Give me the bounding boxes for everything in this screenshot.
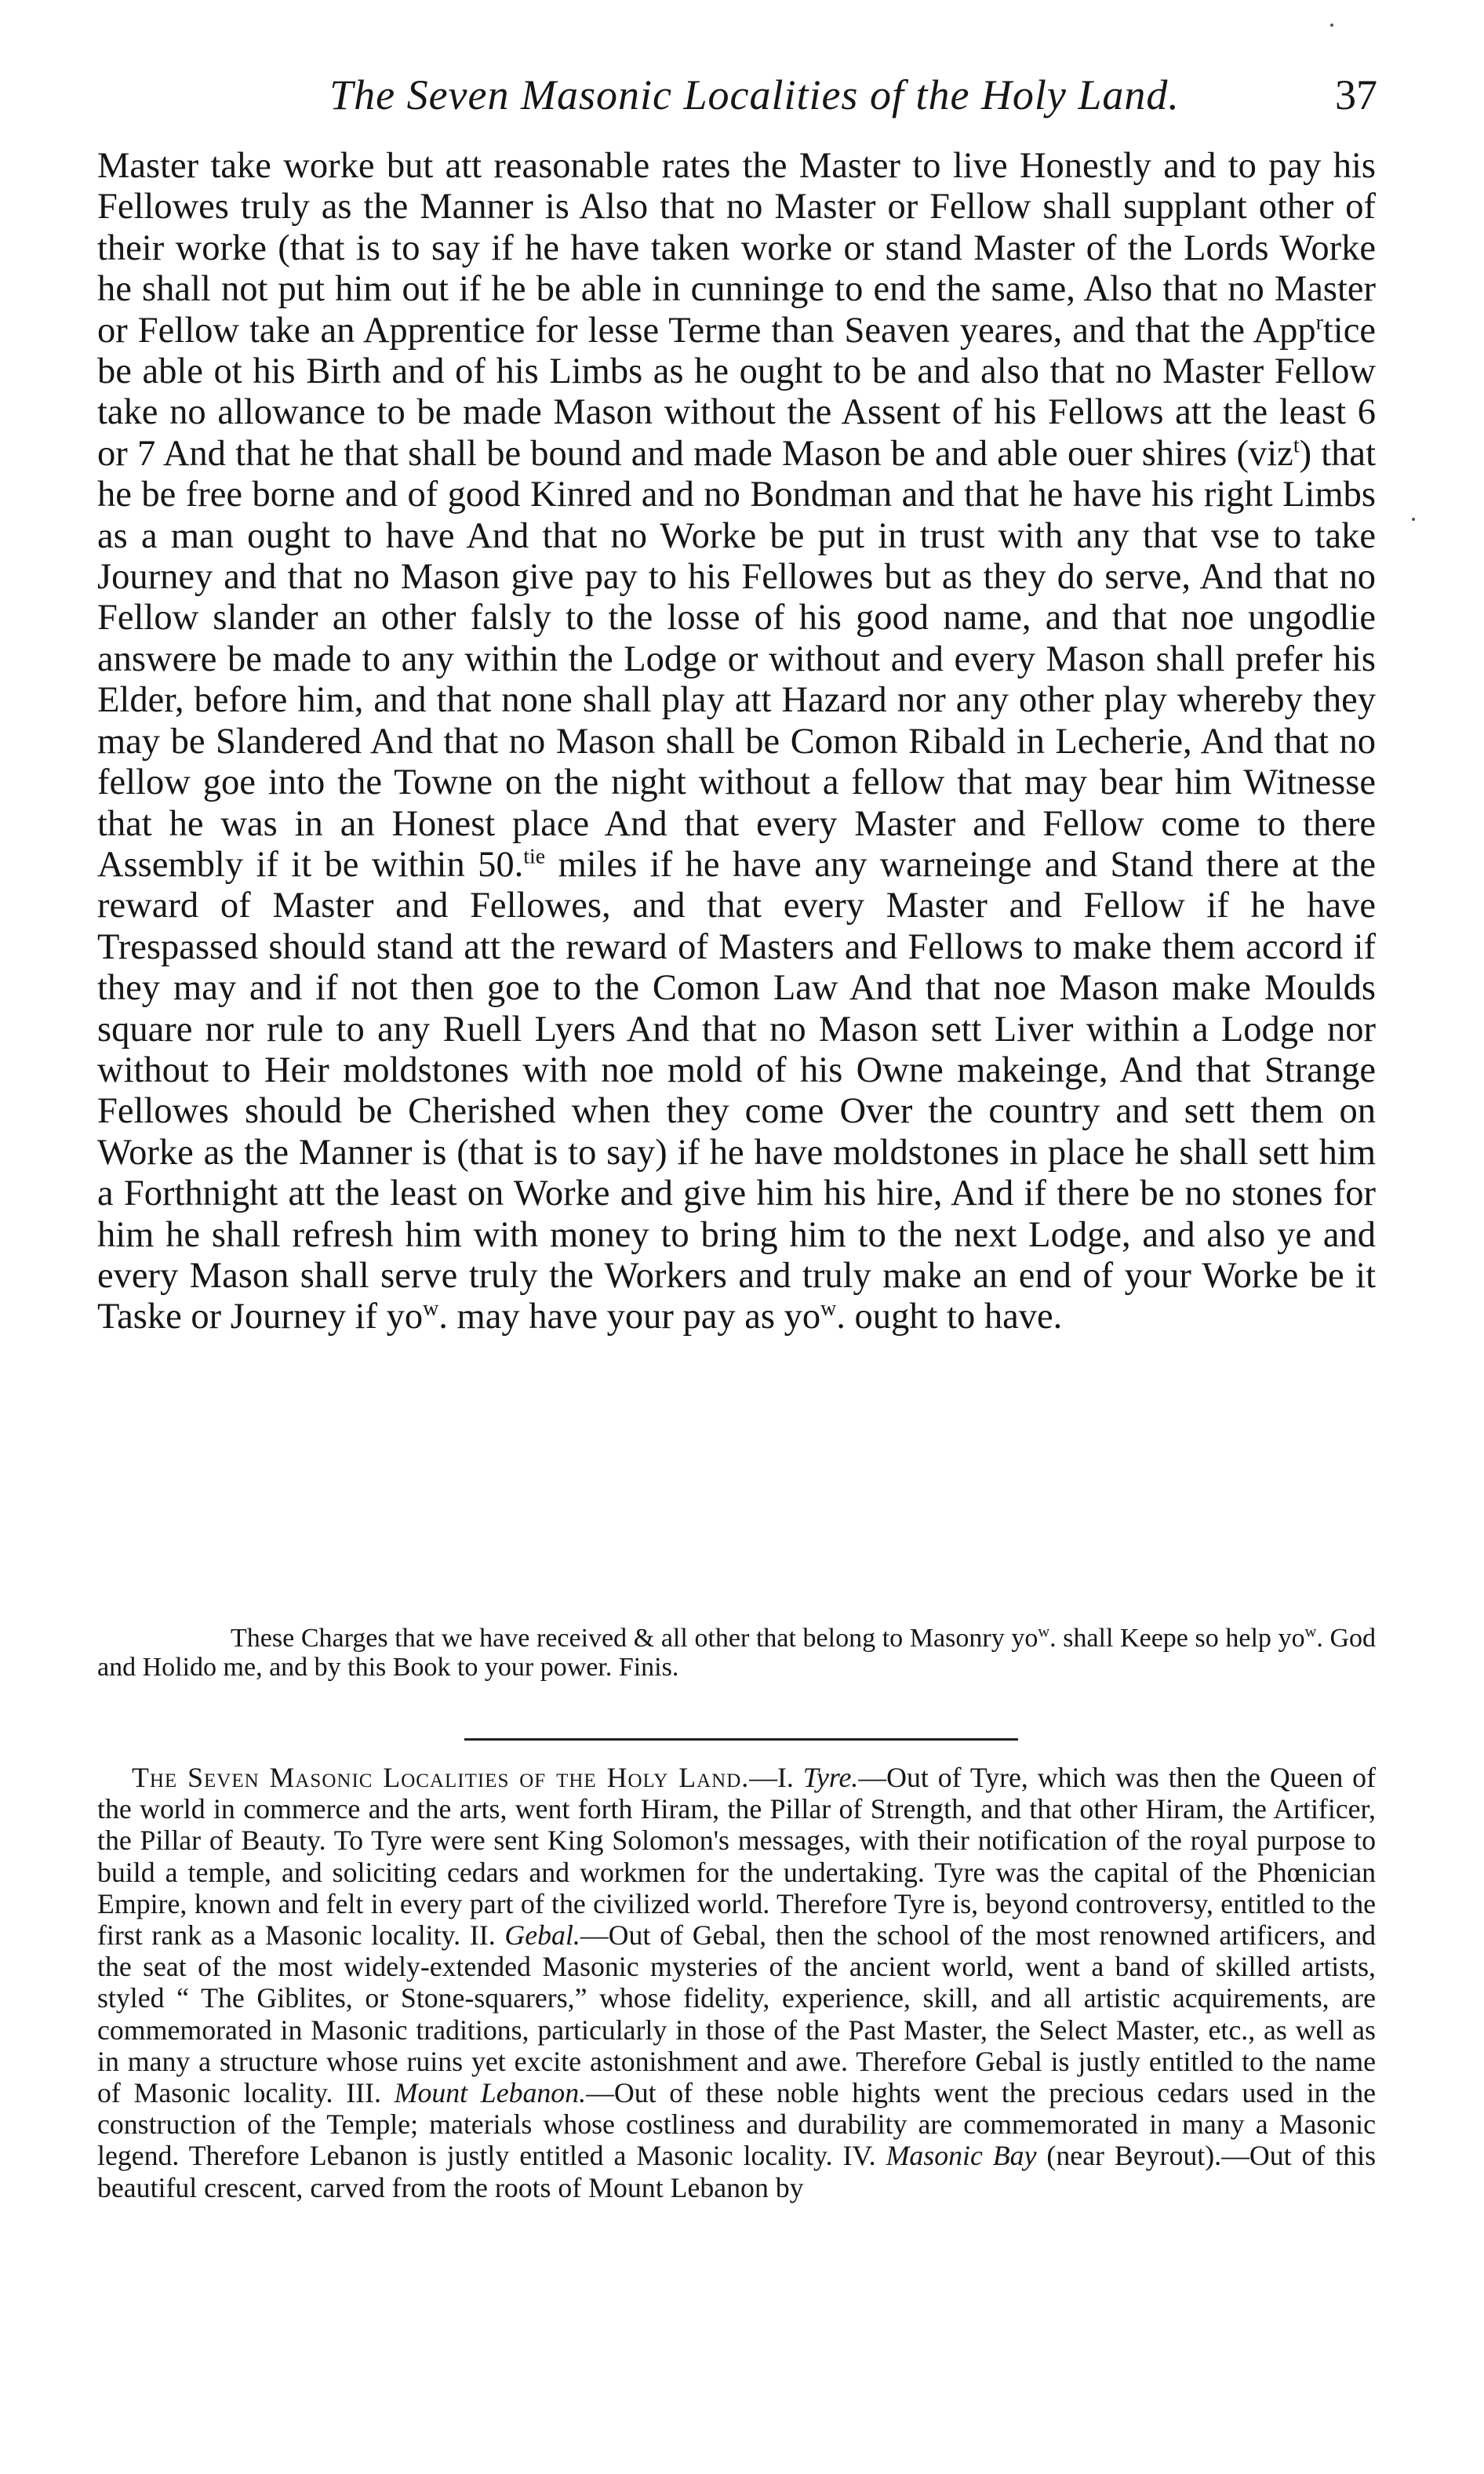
text-segment: These Charges that we have received & all other that belong to Masonry yo [231,1624,1038,1653]
superscript: tie [523,844,546,869]
running-title: The Seven Masonic Localities of the Holy Land. [329,71,1180,118]
text-segment: ) that he be free borne and of good Kinred and no Bondman and that he have his right Limbs as a man ought to have And that no Worke be put in trust with any that vse to take Journey and that no Mason give pay to his Fellowes but as they do serve, And that no Fellow slander an other falsly to the losse of his good name, and that noe ungodlie answere be made to any within the Lodge or without and every Mason shall prefer his Elder, before him, and that none shall play att Hazard nor any other play whereby they may be Slandered And that no Mason shall be Comon Ribald in Lecherie, And that no fellow goe into the Towne on the night without a fellow that may bear him Witnesse that he was in an Honest place And that every Master and Fellow come to there Assembly if it be within 50. [97,433,1376,885]
place-name: Masonic Bay [886,2140,1037,2172]
superscript: w [820,1296,837,1321]
text-segment: —Out of Tyre, which was then the Queen of the world in commerce and the arts, went forth Hiram, the Pillar of Strength, and that other Hiram, the Artificer, the Pillar of Beauty. To Tyre were sent King Solomon's messages, with their notification of the royal purpose to build a temple, and soliciting cedars and workmen for the undertaking. Tyre was the capital of the Phœnician Empire, known and felt in every part of the civilized world. Therefore Tyre is, beyond controversy, entitled to the first rank as a Masonic locality. II. [97,1762,1376,1952]
page-number: 37 [1335,71,1377,118]
text-segment: . may have your pay as yo [438,1297,821,1337]
superscript: t [1293,433,1300,458]
place-name: Tyre. [802,1762,859,1793]
place-name: Mount Lebanon. [394,2077,587,2109]
running-head [97,64,1380,127]
superscript: w [1038,1623,1050,1641]
place-name: Gebal. [504,1919,580,1952]
main-text [97,146,1376,1338]
text-segment: (near Beyrout).—Out of this beautiful crescent, carved from the roots of Mount Lebanon by [97,2140,1377,2203]
text-segment: —Out of these noble hights went the precious cedars used in the construction of the Temple; materials whose costliness and durability are commemorated in many a Masonic legend. Therefore Lebanon is justly entitled a Masonic locality. IV. [97,2077,1376,2172]
localities-note [97,1762,1376,2203]
superscript: w [423,1296,439,1321]
section-divider [464,1738,1018,1741]
superscript: w [1304,1623,1317,1641]
text-segment: . ought to have. [836,1297,1063,1337]
text-segment: . shall Keepe so help yo [1049,1624,1305,1653]
text-segment: tice be able ot his Birth and of his Limbs as he ought to be and also that no Master Fellow take no allowance to be made Mason without the Assent of his Fellows att the least 6 or 7 And that he that shall be bound and made Mason be and able ouer shires (viz [97,310,1376,474]
text-segment: —Out of Gebal, then the school of the most renowned artificers, and the seat of the most widely-extended Masonic mysteries of the ancient world, went a band of skilled artists, styled “ The Giblites, or Stone-squarers,” whose fidelity, experience, skill, and all artistic acquirements, are commemorated in Masonic traditions, particularly in those of the Past Master, the Select Master, etc., as well as in many a structure whose ruins yet excite astonishment and awe. Therefore Gebal is justly entitled to the name of Masonic locality. III. [97,1919,1377,2109]
text-segment: —I. [749,1762,803,1793]
closing-charges [97,1624,1376,1682]
text-segment: . God and Holido me, and by this Book to your power. Finis. [97,1624,1377,1682]
note-heading: The Seven Masonic Localities of the Holy Land. [132,1762,750,1793]
print-speck [1330,24,1333,27]
print-speck [1412,518,1415,521]
superscript: r [1315,310,1323,335]
text-segment: Master take worke but att reasonable rates the Master to live Honestly and to pay his Fellowes truly as the Manner is Also that no Master or Fellow shall supplant other of their worke (that is to say if he have taken worke or stand Master of the Lords Worke he shall not put him out if he be able in cunninge to end the same, Also that no Master or Fellow take an Apprentice for lesse Terme than Seaven yeares, and that the App [97,146,1376,351]
text-segment: miles if he have any warneinge and Stand there at the reward of Master and Fellowes, and that every Master and Fellow if he have Trespassed should stand att the reward of Masters and Fellows to make them accord if they may and if not then goe to the Comon Law And that noe Mason make Moulds square nor rule to any Ruell Lyers And that no Mason sett Liver within a Lodge nor without to Heir moldstones with noe mold of his Owne makeinge, And that Strange Fellowes should be Cherished when they come Over the country and sett them on Worke as the Manner is (that is to say) if he have moldstones in place he shall sett him a Forthnight att the least on Worke and give him his hire, And if there be no stones for him he shall refresh him with money to bring him to the next Lodge, and also ye and every Mason shall serve truly the Workers and truly make an end of your Worke be it Taske or Journey if yo [97,844,1376,1337]
